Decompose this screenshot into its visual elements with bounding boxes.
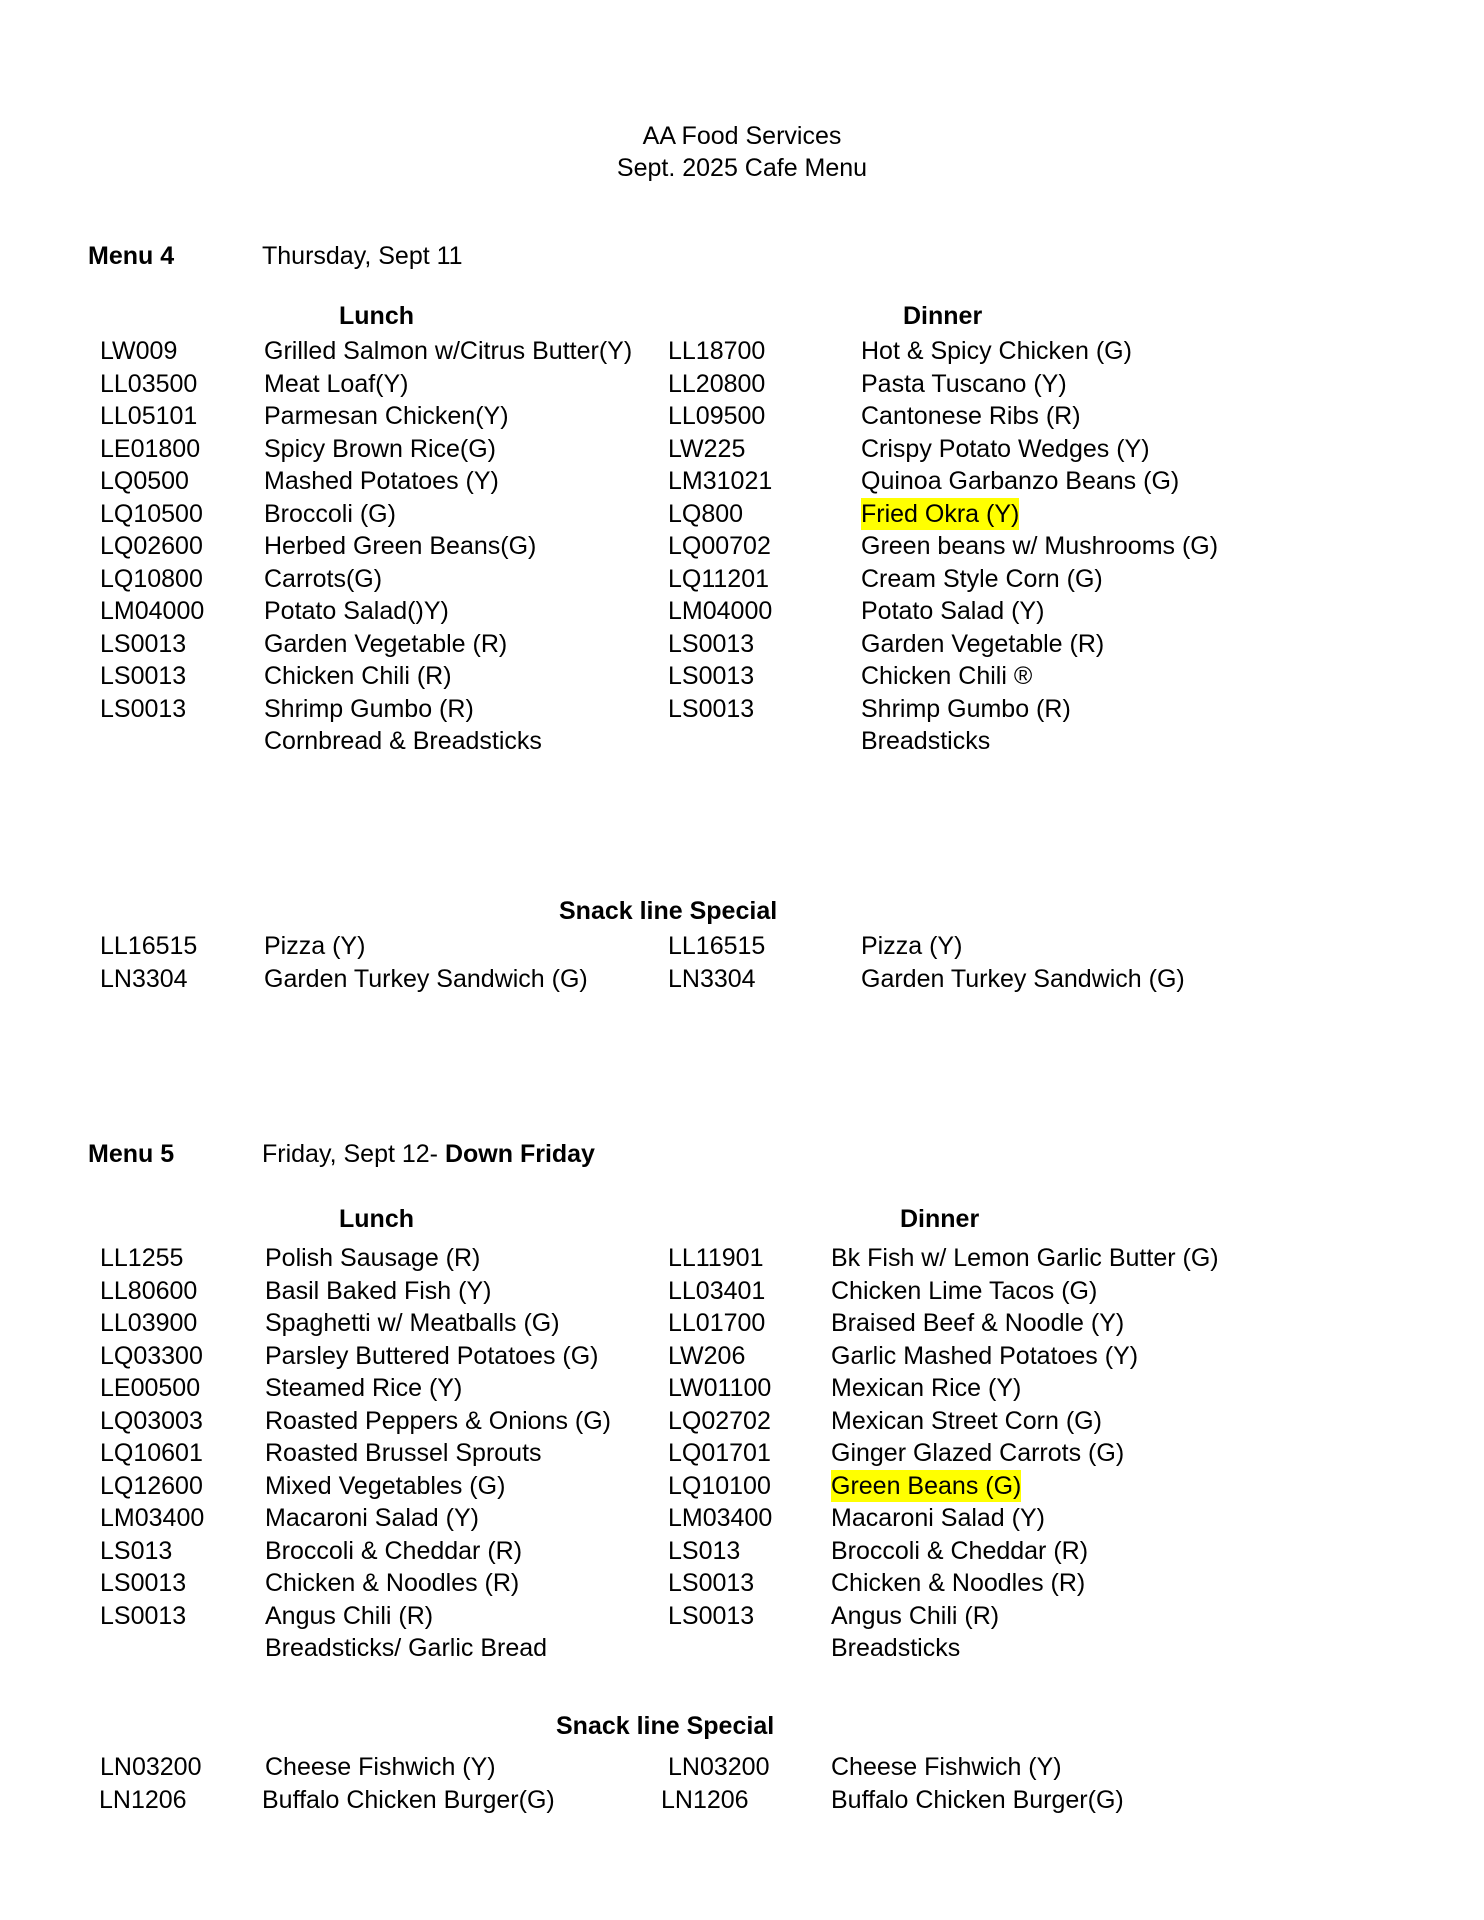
dinner-code: LS0013 [668, 1569, 755, 1597]
dinner-item: Braised Beef & Noodle (Y) [831, 1309, 1125, 1337]
lunch-item: Garden Turkey Sandwich (G) [264, 964, 588, 993]
dinner-code: LQ01701 [668, 1439, 771, 1467]
lunch-code: LL1255 [100, 1244, 184, 1272]
dinner-item: Mexican Rice (Y) [831, 1374, 1022, 1402]
header-line-2: Sept. 2025 Cafe Menu [616, 154, 868, 182]
menu-row [0, 530, 1484, 562]
dinner-item: Cantonese Ribs (R) [861, 402, 1081, 430]
menu-row [0, 1275, 1484, 1307]
lunch-item: Basil Baked Fish (Y) [265, 1276, 492, 1305]
menu-row [0, 1470, 1484, 1502]
header-line-1: AA Food Services [642, 122, 842, 150]
lunch-code: LS013 [100, 1536, 173, 1565]
menu-row [0, 563, 1484, 595]
dinner-code: LS0013 [668, 694, 755, 723]
lunch-code: LS0013 [100, 629, 187, 658]
lunch-item: Mashed Potatoes (Y) [264, 467, 499, 495]
dinner-code: LQ800 [668, 499, 744, 528]
dinner-item: Angus Chili (R) [831, 1601, 1000, 1630]
dinner-item: Bk Fish w/ Lemon Garlic Butter (G) [831, 1244, 1219, 1272]
lunch-code: LW009 [100, 337, 178, 365]
dinner-item: Chicken & Noodles (R) [831, 1569, 1086, 1597]
menu-row [0, 1502, 1484, 1534]
menu-row [0, 433, 1484, 465]
dinner-code: LL18700 [668, 337, 766, 365]
lunch-item: Roasted Brussel Sprouts [265, 1439, 542, 1467]
lunch-code: LQ10500 [100, 499, 203, 528]
menu-row [0, 1242, 1484, 1274]
lunch-code: LQ12600 [100, 1471, 203, 1500]
menu-row [0, 660, 1484, 692]
menu-row [0, 1784, 1484, 1816]
dinner-code: LQ02702 [668, 1406, 771, 1435]
menu-row [0, 595, 1484, 627]
dinner-code: LL01700 [668, 1309, 766, 1337]
dinner-item: Quinoa Garbanzo Beans (G) [861, 467, 1180, 495]
dinner-code: LL03401 [668, 1276, 766, 1305]
lunch-item: Buffalo Chicken Burger(G) [262, 1785, 555, 1814]
dinner-code: LL16515 [668, 932, 766, 960]
dinner-item: Pizza (Y) [861, 932, 963, 960]
menu-row [0, 1751, 1484, 1783]
lunch-item: Parmesan Chicken(Y) [264, 402, 509, 430]
menu-row [0, 725, 1484, 757]
lunch-item: Mixed Vegetables (G) [265, 1471, 506, 1500]
lunch-code: LS0013 [100, 1569, 187, 1597]
menu-row [0, 930, 1484, 962]
menu-row [0, 368, 1484, 400]
dinner-item: Garden Turkey Sandwich (G) [861, 964, 1185, 993]
dinner-item: Mexican Street Corn (G) [831, 1406, 1102, 1435]
lunch-code: LQ10601 [100, 1439, 203, 1467]
dinner-item: Garlic Mashed Potatoes (Y) [831, 1341, 1139, 1370]
menu5-date [262, 1138, 595, 1170]
menu-row [0, 1600, 1484, 1632]
lunch-code: LL16515 [100, 932, 198, 960]
menu-row [0, 1437, 1484, 1469]
dinner-item: Breadsticks [831, 1634, 961, 1662]
lunch-item: Chicken Chili (R) [264, 662, 452, 690]
menu-row [0, 1567, 1484, 1599]
lunch-item: Chicken & Noodles (R) [265, 1569, 520, 1597]
menu-row [0, 1307, 1484, 1339]
lunch-item: Shrimp Gumbo (R) [264, 694, 474, 723]
lunch-item: Parsley Buttered Potatoes (G) [265, 1341, 599, 1370]
lunch-code: LN03200 [100, 1753, 202, 1781]
dinner-code: LS0013 [668, 629, 755, 658]
dinner-item: Broccoli & Cheddar (R) [831, 1536, 1089, 1565]
lunch-code: LQ02600 [100, 532, 203, 560]
lunch-code: LS0013 [100, 662, 187, 690]
lunch-code: LE00500 [100, 1374, 201, 1402]
dinner-item: Chicken Lime Tacos (G) [831, 1276, 1098, 1305]
dinner-code: LS0013 [668, 662, 755, 690]
lunch-item: Broccoli & Cheddar (R) [265, 1536, 523, 1565]
menu-row [0, 465, 1484, 497]
menu-row [0, 1535, 1484, 1567]
dinner-code: LS0013 [668, 1601, 755, 1630]
menu5-label: Menu 5 [88, 1140, 175, 1168]
dinner-code: LQ00702 [668, 532, 771, 560]
dinner-item: Cream Style Corn (G) [861, 564, 1103, 593]
dinner-item: Fried Okra (Y) [861, 499, 1020, 528]
menu-row [0, 628, 1484, 660]
dinner-code: LQ11201 [668, 564, 770, 593]
lunch-item: Polish Sausage (R) [265, 1244, 481, 1272]
dinner-code: LW01100 [668, 1374, 772, 1402]
menu4-snack-heading: Snack line Special [559, 897, 778, 925]
dinner-item: Shrimp Gumbo (R) [861, 694, 1071, 723]
dinner-item: Garden Vegetable (R) [861, 629, 1105, 658]
lunch-item: Carrots(G) [264, 564, 383, 593]
dinner-code: LM04000 [668, 597, 773, 625]
lunch-code: LQ03300 [100, 1341, 203, 1370]
lunch-item: Cornbread & Breadsticks [264, 727, 542, 755]
lunch-item: Pizza (Y) [264, 932, 366, 960]
dinner-item: Green Beans (G) [831, 1471, 1022, 1500]
dinner-item: Macaroni Salad (Y) [831, 1504, 1045, 1532]
lunch-item: Spaghetti w/ Meatballs (G) [265, 1309, 560, 1337]
lunch-code: LS0013 [100, 1601, 187, 1630]
menu-row [0, 693, 1484, 725]
lunch-code: LM04000 [100, 597, 205, 625]
lunch-code: LL03500 [100, 369, 198, 398]
menu-row [0, 1372, 1484, 1404]
lunch-item: Spicy Brown Rice(G) [264, 434, 496, 463]
dinner-code: LW206 [668, 1341, 746, 1370]
menu-row [0, 963, 1484, 995]
menu4-label: Menu 4 [88, 242, 175, 270]
lunch-item: Angus Chili (R) [265, 1601, 434, 1630]
lunch-code: LM03400 [100, 1504, 205, 1532]
dinner-code: LM03400 [668, 1504, 773, 1532]
menu4-date: Thursday, Sept 11 [262, 242, 463, 270]
lunch-code: LS0013 [100, 694, 187, 723]
menu4-lunch-heading: Lunch [339, 302, 414, 330]
lunch-code: LL03900 [100, 1309, 198, 1337]
menu-row [0, 498, 1484, 530]
lunch-code: LQ03003 [100, 1406, 203, 1435]
lunch-item: Steamed Rice (Y) [265, 1374, 463, 1402]
menu-row [0, 1405, 1484, 1437]
dinner-code: LL20800 [668, 369, 766, 398]
dinner-item: Hot & Spicy Chicken (G) [861, 337, 1132, 365]
lunch-item: Macaroni Salad (Y) [265, 1504, 479, 1532]
dinner-code: LN03200 [668, 1753, 770, 1781]
lunch-code: LL05101 [100, 402, 198, 430]
menu5-snack-heading: Snack line Special [556, 1712, 775, 1740]
lunch-code: LN3304 [100, 964, 188, 993]
menu-row [0, 400, 1484, 432]
lunch-code: LN1206 [99, 1785, 187, 1814]
menu4-dinner-heading: Dinner [903, 302, 983, 330]
lunch-item: Potato Salad()Y) [264, 597, 449, 625]
menu5-date-bold: Down Friday [444, 1140, 595, 1168]
lunch-item: Herbed Green Beans(G) [264, 532, 537, 560]
lunch-code: LL80600 [100, 1276, 198, 1305]
dinner-item: Buffalo Chicken Burger(G) [831, 1785, 1124, 1814]
dinner-code: LL09500 [668, 402, 766, 430]
dinner-item: Pasta Tuscano (Y) [861, 369, 1067, 398]
dinner-item: Crispy Potato Wedges (Y) [861, 434, 1150, 463]
lunch-item: Roasted Peppers & Onions (G) [265, 1406, 611, 1435]
lunch-item: Grilled Salmon w/Citrus Butter(Y) [264, 337, 633, 365]
lunch-code: LE01800 [100, 434, 201, 463]
dinner-item: Cheese Fishwich (Y) [831, 1753, 1062, 1781]
lunch-code: LQ0500 [100, 467, 189, 495]
dinner-item: Ginger Glazed Carrots (G) [831, 1439, 1125, 1467]
lunch-item: Cheese Fishwich (Y) [265, 1753, 496, 1781]
dinner-item: Potato Salad (Y) [861, 597, 1045, 625]
dinner-code: LQ10100 [668, 1471, 771, 1500]
dinner-item: Breadsticks [861, 727, 991, 755]
dinner-code: LS013 [668, 1536, 741, 1565]
menu-row [0, 335, 1484, 367]
menu5-lunch-heading: Lunch [339, 1205, 414, 1233]
menu5-date-text: Friday, Sept 12- [262, 1140, 445, 1168]
menu-row [0, 1632, 1484, 1664]
lunch-item: Meat Loaf(Y) [264, 369, 409, 398]
dinner-code: LM31021 [668, 467, 773, 495]
dinner-code: LN3304 [668, 964, 756, 993]
menu-row [0, 1340, 1484, 1372]
lunch-item: Garden Vegetable (R) [264, 629, 508, 658]
menu5-dinner-heading: Dinner [900, 1205, 980, 1233]
lunch-item: Breadsticks/ Garlic Bread [265, 1634, 548, 1662]
lunch-item: Broccoli (G) [264, 499, 396, 528]
dinner-item: Green beans w/ Mushrooms (G) [861, 532, 1219, 560]
lunch-code: LQ10800 [100, 564, 203, 593]
dinner-item: Chicken Chili ® [861, 662, 1033, 690]
dinner-code: LL11901 [668, 1244, 764, 1272]
dinner-code: LW225 [668, 434, 746, 463]
dinner-code: LN1206 [661, 1785, 749, 1814]
